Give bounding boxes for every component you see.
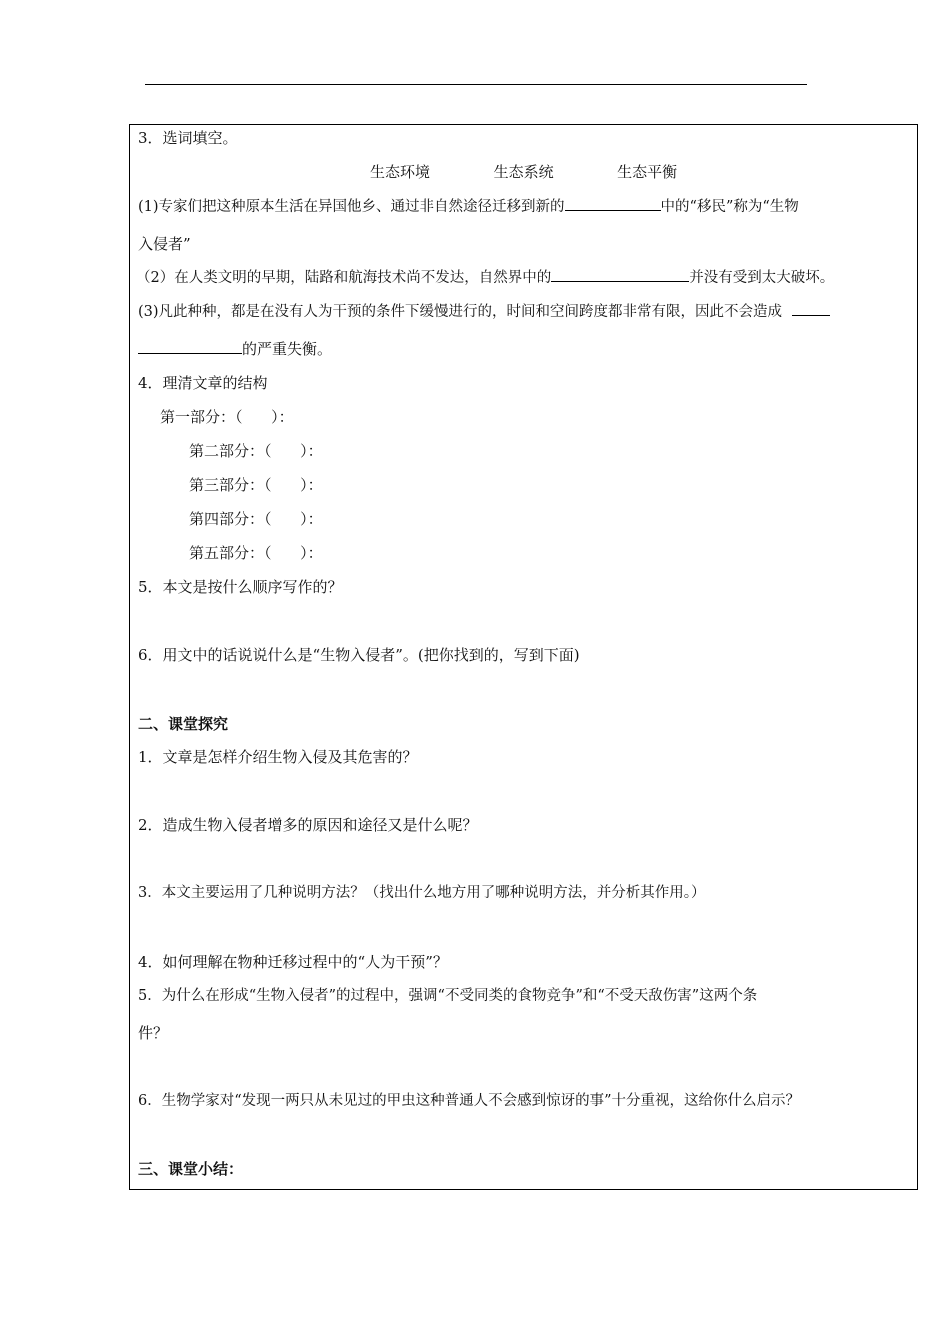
inquiry-question-5: 5．为什么在形成“生物入侵者”的过程中，强调“不受同类的食物竞争”和“不受天敌伤害”这两个条 (138, 988, 758, 1004)
fill-blank-3b[interactable] (138, 339, 242, 354)
q3-s1-text-a: (1)专家们把这种原本生活在异国他乡、通过非自然途径迁移到新的 (138, 199, 565, 215)
q4-title: 4．理清文章的结构 (138, 374, 268, 392)
inquiry-question-1: 1．文章是怎样介绍生物入侵及其危害的？ (138, 748, 418, 766)
inquiry-question-6: 6．生物学家对“发现一两只从未见过的甲虫这种普通人不会感到惊讶的事”十分重视，这给你什么启示？ (138, 1093, 801, 1109)
section-3-heading: 三、课堂小结： (138, 1160, 244, 1178)
structure-part-1: 第一部分：（ ）： (160, 408, 294, 426)
q3-title: 3．选词填空。 (138, 129, 238, 147)
q3-s2-text-b: 并没有受到太大破坏。 (689, 270, 835, 286)
fill-blank-3a[interactable] (792, 301, 830, 316)
q6-question: 6．用文中的话说说什么是“生物入侵者”。(把你找到的，写到下面) (138, 646, 580, 664)
structure-part-2: 第二部分：（ ）： (189, 442, 323, 460)
q3-sentence-2 (136, 267, 834, 288)
q3-s3-text-b: 的严重失衡。 (242, 340, 333, 358)
fill-blank-1[interactable] (565, 196, 661, 211)
q3-s2-text-a: （2）在人类文明的早期，陆路和航海技术尚不发达，自然界中的 (136, 270, 552, 286)
word-bank-item: 生态环境 (370, 163, 431, 181)
word-bank (370, 162, 677, 182)
structure-part-5: 第五部分：（ ）： (189, 544, 323, 562)
q3-sentence-1 (138, 196, 799, 217)
structure-part-3: 第三部分：（ ）： (189, 476, 323, 494)
q5-question: 5．本文是按什么顺序写作的？ (138, 578, 343, 596)
word-bank-item: 生态平衡 (617, 163, 678, 181)
inquiry-question-2: 2．造成生物入侵者增多的原因和途径又是什么呢？ (138, 816, 478, 834)
q3-s3-text-a: (3)凡此种种，都是在没有人为干预的条件下缓慢进行的，时间和空间跨度都非常有限，因此不会造成 (138, 304, 783, 320)
q3-s1-text-b: 中的“移民”称为“生物 (660, 199, 799, 215)
q3-sentence-3-cont (138, 339, 332, 359)
inquiry-question-5-cont: 件？ (138, 1024, 169, 1042)
inquiry-question-4: 4．如何理解在物种迁移过程中的“人为干预”？ (138, 953, 448, 971)
q3-sentence-3 (138, 301, 830, 322)
word-bank-item: 生态系统 (493, 163, 554, 181)
section-2-heading: 二、课堂探究 (138, 715, 229, 733)
structure-part-4: 第四部分：（ ）： (189, 510, 323, 528)
q3-s1-text-c: 入侵者” (138, 235, 191, 253)
fill-blank-2[interactable] (551, 267, 689, 282)
header-rule (145, 84, 807, 85)
inquiry-question-3: 3．本文主要运用了几种说明方法？（找出什么地方用了哪种说明方法，并分析其作用。） (138, 885, 706, 901)
